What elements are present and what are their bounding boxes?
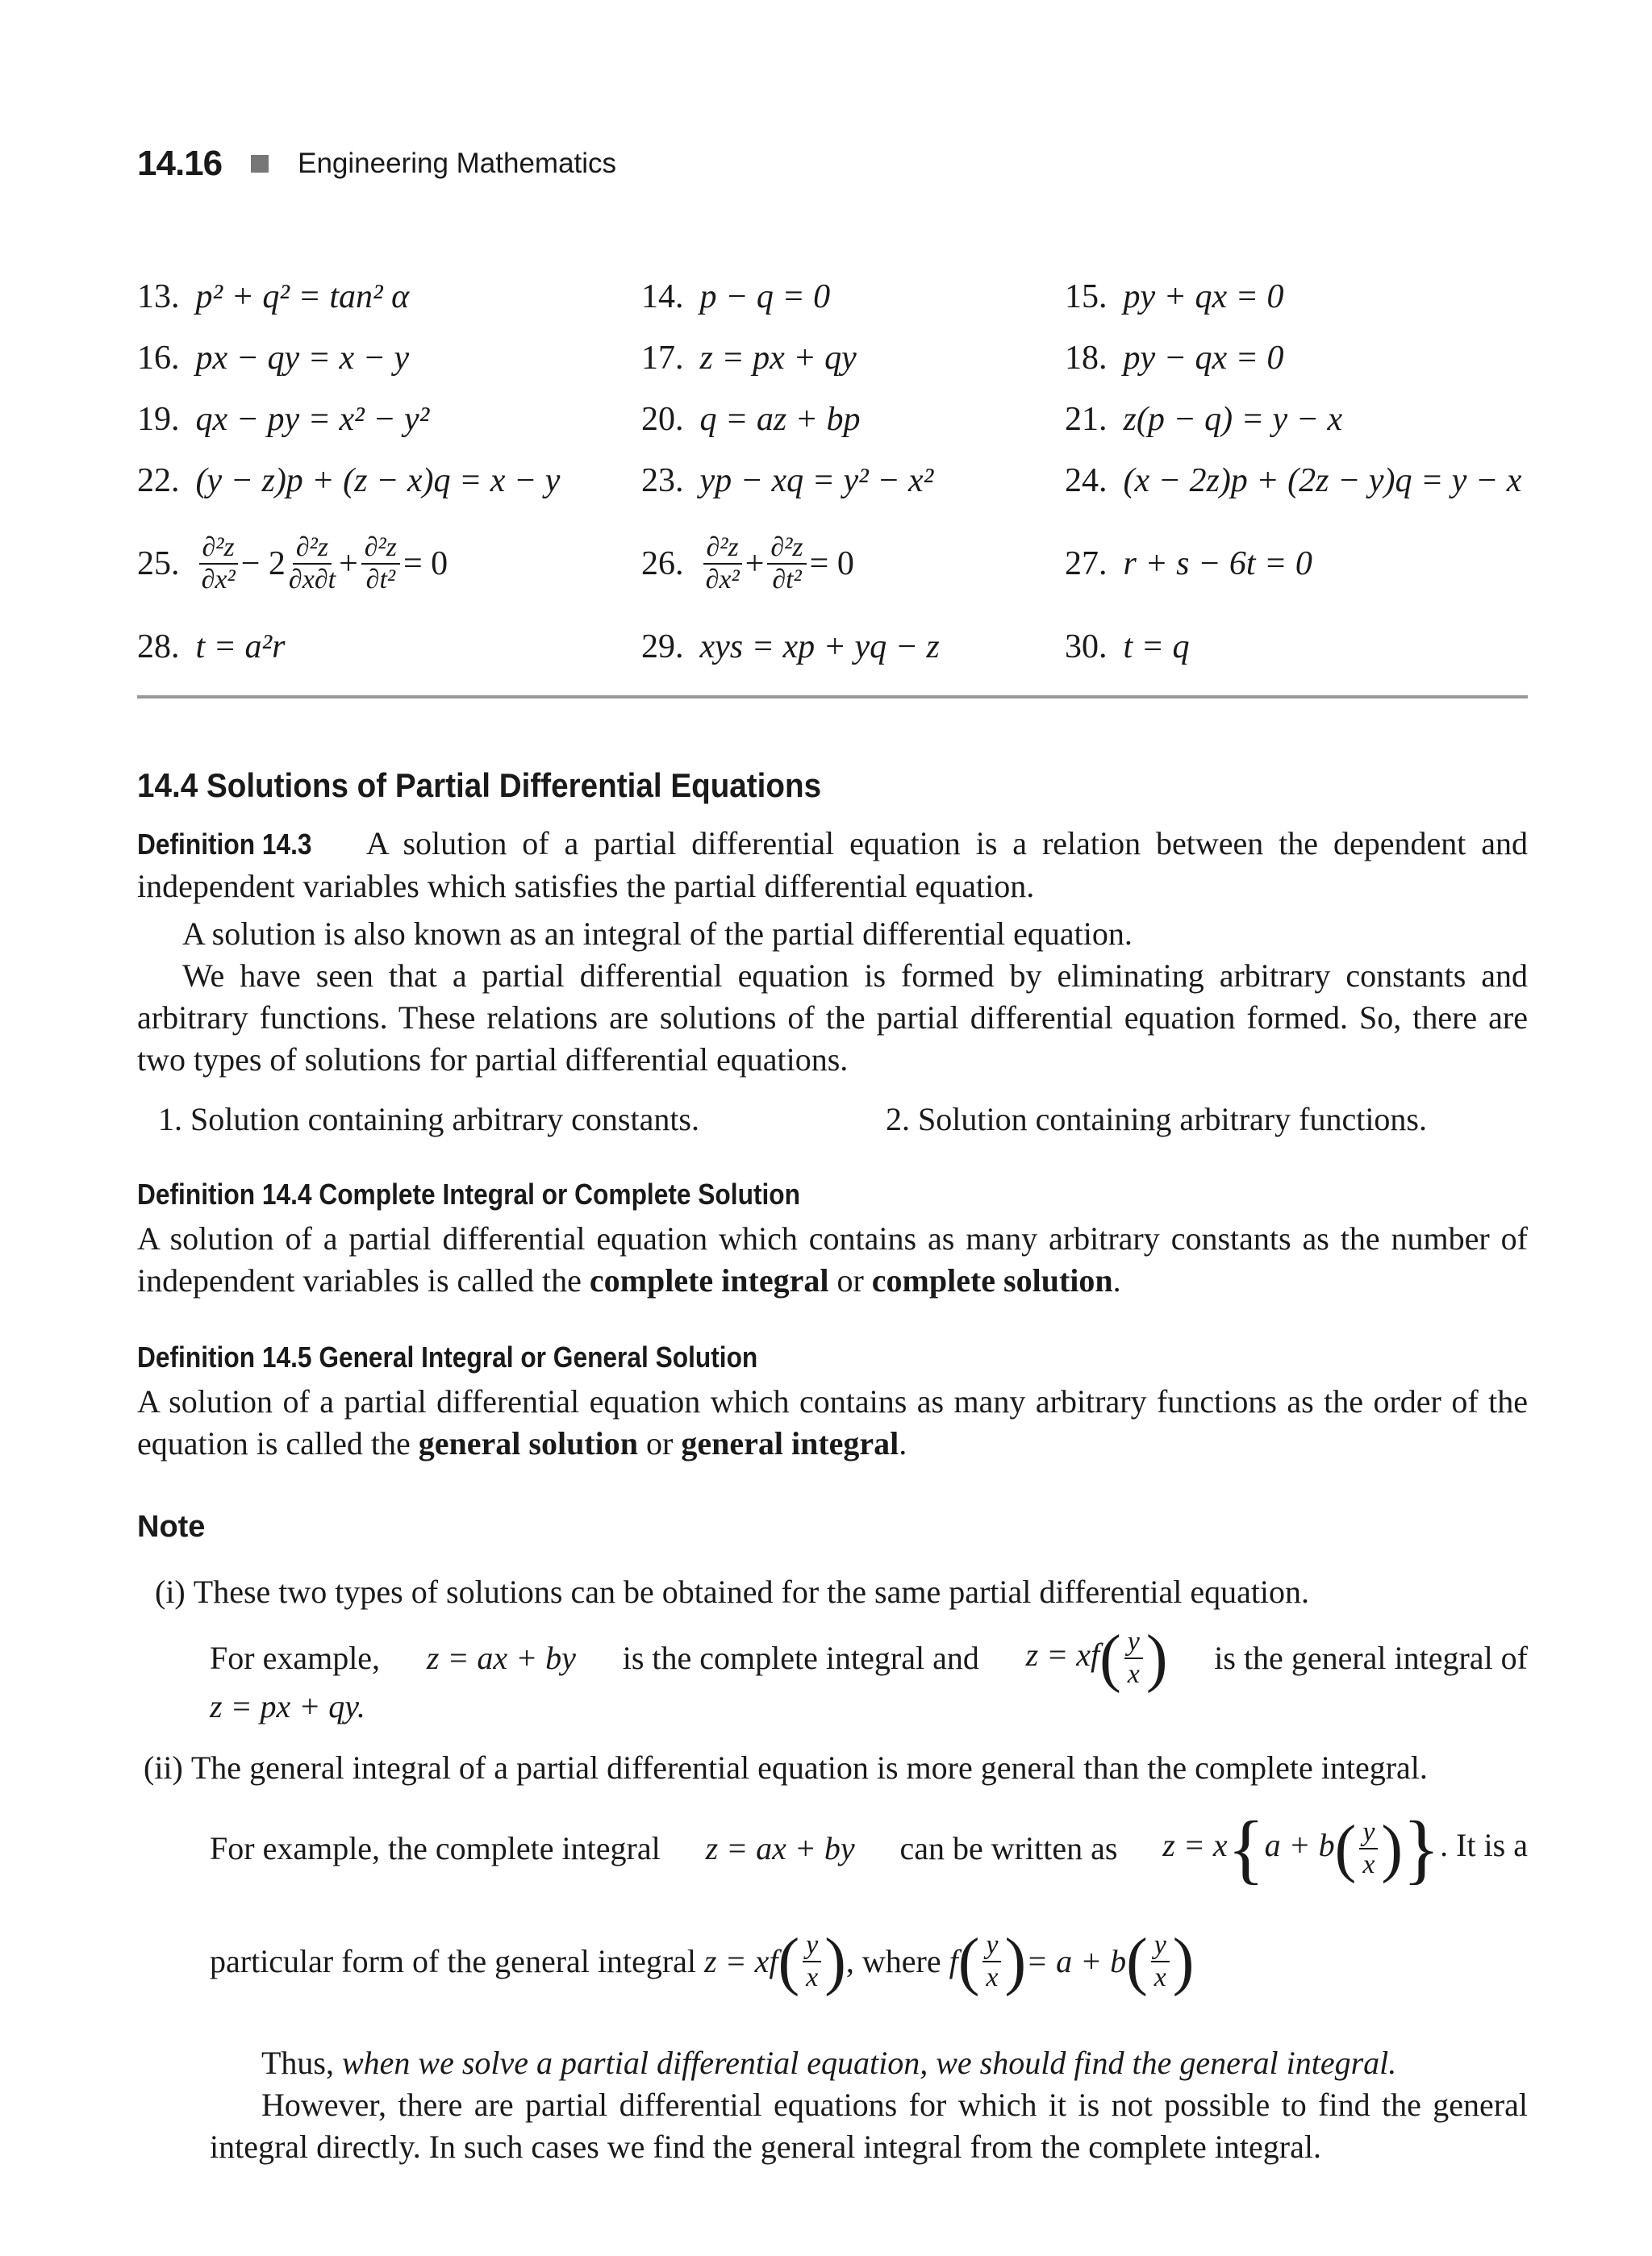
page-header [137,144,616,184]
note-title: Note [137,1510,206,1544]
exercise-item: 26. $\frac{\text{∂²z}}{\text{∂x²}}$ + $\frac{\text{∂²z}}{\text{∂t²}}$ = 0 [641,532,854,594]
however-paragraph: However, there are partial differential equations for which it is not possible to find the general integral directly. In such cases we find the general integral from the complete integral. [210,2087,1528,2165]
definition-label: Definition 14.3 [137,828,312,861]
list-item: 1. Solution containing arbitrary constants. [158,1101,699,1137]
exercise-row [137,511,1528,616]
exercise-item: 23. yp − xq = y² − x² [641,462,934,499]
exercise-item: 18. py − qx = 0 [1065,340,1284,377]
paragraph: A solution is also known as an integral of the partial differential equation. [182,915,1133,952]
square-bullet-icon [251,155,269,173]
note-i-example-eq: z = px + qy. [210,1688,365,1724]
paragraph: We have seen that a partial differential equation is formed by eliminating arbitrary constants and arbitrary functions. These relations are solutions of the partial differential equation formed. So, there are two types of solutions for partial differential equations. [137,957,1528,1078]
list-item: 2. Solution containing arbitrary functions. [886,1101,1427,1137]
thus-paragraph: Thus, when we solve a partial differential equation, we should find the general integral. [261,2045,1397,2081]
note-item-ii: (ii) The general integral of a partial differential equation is more general than the complete integral. [144,1749,1428,1786]
definition-14-5-text: A solution of a partial differential equation which contains as many arbitrary functions as the order of the equation is called the general solution or general integral. [137,1383,1528,1462]
definition-14-4-heading: Definition 14.4 Complete Integral or Complete Solution [137,1178,801,1211]
exercise-item: 28. t = a²r [137,628,286,665]
exercise-item: 17. z = px + qy [641,340,857,377]
note-ii-example: For example, the complete integral z = ax + by can be written as z = x{a + b( $\frac{y}{x}$ )}. It is a [210,1805,1528,1891]
book-title: Engineering Mathematics [298,148,617,179]
definition-14-3: Definition 14.3 A solution of a partial differential equation is a relation between the dependent and independent variables which satisfies the partial differential equation. [137,825,1529,904]
exercise-item: 22. (y − z)p + (z − x)q = x − y [137,462,561,499]
exercise-item: 30. t = q [1065,628,1190,665]
exercise-item: 20. q = az + bp [641,401,861,438]
exercise-item: 15. py + qx = 0 [1065,278,1284,315]
exercise-item: 25. $\frac{\text{∂²z}}{\text{∂x²}}$ − 2 $\frac{\text{∂²z}}{\partial x\partial t}$ + $\frac{\text{∂²z}}{\text{∂t²}}$ = 0 [137,532,448,594]
exercise-item: 13. p² + q² = tan² α [137,278,410,315]
page-number: 14.16 [137,144,223,183]
exercise-row [137,450,1528,511]
exercise-item: 27. r + s − 6t = 0 [1065,545,1312,582]
definition-14-4-text: A solution of a partial differential equation which contains as many arbitrary constants as the number of independent variables is called the complete integral or complete solution. [137,1220,1528,1299]
exercise-item: 14. p − q = 0 [641,278,831,315]
divider-rule [137,695,1528,698]
exercise-row [137,616,1528,678]
note-item-i: (i) These two types of solutions can be obtained for the same partial differential equation. [155,1574,1310,1610]
exercise-row [137,327,1528,389]
exercise-item: 19. qx − py = x² − y² [137,401,430,438]
solution-types-list [137,1099,1528,1141]
exercise-item: 16. px − qy = x − y [137,340,410,377]
definition-14-5-heading: Definition 14.5 General Integral or General Solution [137,1341,758,1374]
exercise-row [137,389,1528,450]
note-i-example: For example, z = ax + by is the complete integral and z = xf( $\frac{y}{x}$ ) is the general integral of [210,1623,1528,1694]
exercise-item: 29. xys = xp + yq − z [641,628,940,665]
exercise-grid [137,266,1528,678]
section-title: 14.4 Solutions of Partial Differential Equations [137,766,822,804]
exercise-item: 24. (x − 2z)p + (2z − y)q = y − x [1065,462,1522,499]
exercise-row [137,266,1528,327]
exercise-item: 21. z(p − q) = y − x [1065,401,1343,438]
note-ii-example-2: particular form of the general integral z = xf ( $\frac{y}{x}$ ) , where f ( $\frac{y}{x}$ ) = a + b ( $\frac{y}{x}$ ) [210,1926,1195,1997]
